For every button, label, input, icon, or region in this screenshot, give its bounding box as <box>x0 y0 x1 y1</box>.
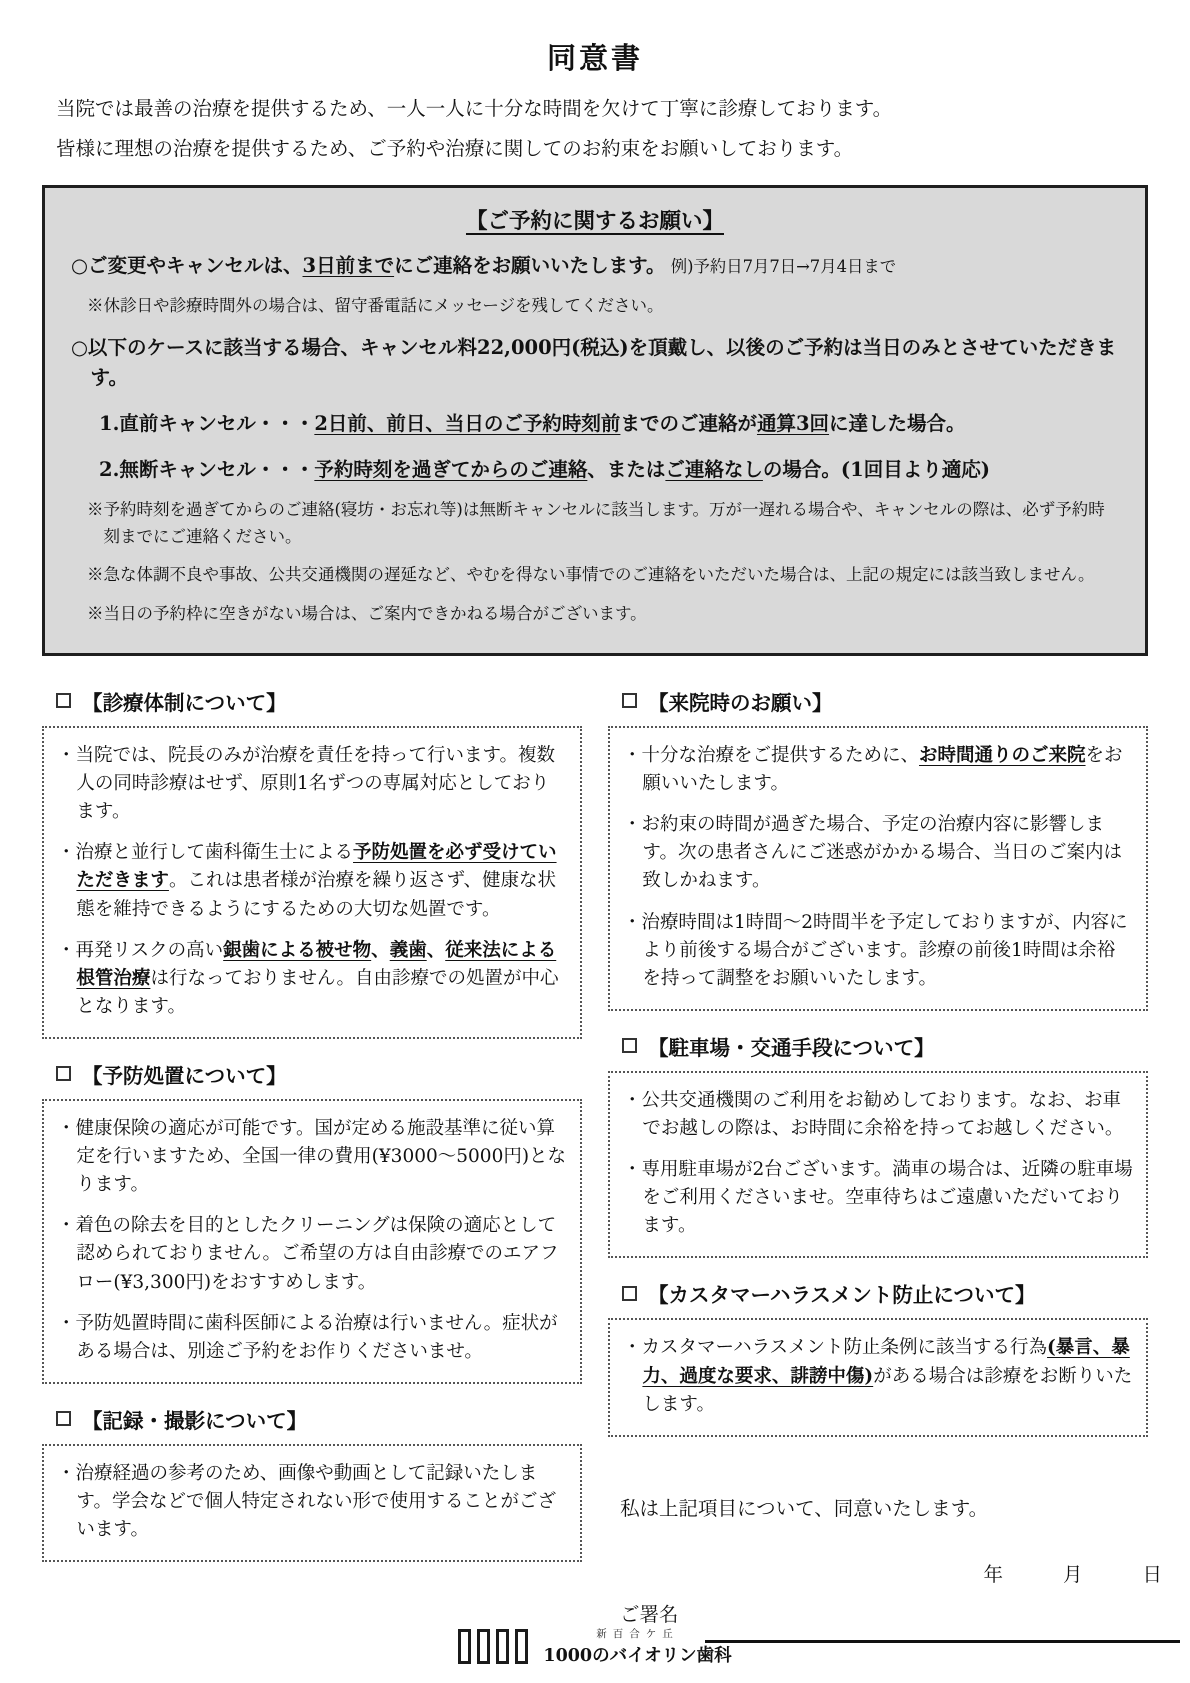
text-segment: 銀歯による被せ物 <box>223 939 372 961</box>
text-segment: 十分な治療をご提供するために、 <box>641 744 920 766</box>
reservation-box-item <box>87 497 1119 550</box>
clinic-footer <box>0 1626 1190 1667</box>
reservation-box-item <box>99 409 1119 439</box>
text-segment: ○以下のケースに該当する場合、キャンセル料22,000円(税込)を頂戴し、以後のご予約は当日のみとさせていただきます。 <box>71 335 1117 389</box>
right-column <box>608 678 1162 1643</box>
section-heading <box>622 1278 1148 1308</box>
bullet-marker: ・ <box>57 1215 76 1237</box>
bullet-marker: ・ <box>57 744 76 766</box>
bullet-item <box>57 937 567 1021</box>
section <box>42 1404 582 1562</box>
bullet-marker: ・ <box>623 1089 642 1111</box>
bullet-marker: ・ <box>57 1462 76 1484</box>
text-segment: までのご連絡が <box>620 411 757 435</box>
bullet-marker: ・ <box>623 911 642 933</box>
text-segment: 再発リスクの高い <box>75 939 224 961</box>
section-body <box>608 726 1148 1011</box>
bullet-marker: ・ <box>623 1337 642 1359</box>
section-title: 【記録・撮影について】 <box>82 1408 308 1433</box>
text-segment: ※予約時刻を過ぎてからのご連絡(寝坊・お忘れ等)は無断キャンセルに該当します。万が一遅れる場合や、キャンセルの際は、必ず予約時刻までにご連絡ください。 <box>87 500 1105 546</box>
text-segment: ※当日の予約枠に空きがない場合は、ご案内できかねる場合がございます。 <box>87 603 647 623</box>
section-body <box>42 1099 582 1384</box>
text-segment: は行なっておりません。自由診療での処置が中心となります。 <box>76 967 559 1017</box>
bullet-marker: ・ <box>623 744 642 766</box>
date-year-label: 年 <box>983 1562 1003 1586</box>
text-segment: 治療経過の参考のため、画像や動画として記録いたします。学会などで個人特定されない形で使用することがございます。 <box>75 1462 556 1541</box>
section-body <box>42 726 582 1039</box>
bullet-item <box>57 1460 567 1544</box>
section <box>608 686 1148 1011</box>
text-segment: 通算3回 <box>756 411 830 435</box>
text-segment: ご連絡なし <box>665 458 763 482</box>
bullet-item <box>57 1115 567 1199</box>
text-segment: 当院では、院長のみが治療を責任を持って行います。複数人の同時診療はせず、原則1名ずつの専属対応としております。 <box>75 744 556 823</box>
section <box>608 1278 1148 1436</box>
section-heading <box>56 686 582 716</box>
text-segment: 従来法による根管治療 <box>76 939 557 989</box>
text-segment: 治療と並行して歯科衛生士による <box>75 842 354 864</box>
consent-statement: 私は上記項目について、同意いたします。 <box>620 1496 989 1520</box>
text-segment: 3日前まで <box>302 253 395 277</box>
text-segment: 、 <box>426 939 446 961</box>
right-sections <box>608 686 1148 1437</box>
reservation-box-item <box>71 333 1119 393</box>
checkbox-icon[interactable] <box>56 1411 71 1426</box>
text-segment: (暴言、暴力、過度な要求、誹謗中傷) <box>642 1337 1130 1387</box>
text-segment: お時間通りのご来院 <box>919 744 1086 766</box>
reservation-box-heading <box>71 204 1119 235</box>
text-segment: 予防処置時間に歯科医師による治療は行いません。症状がある場合は、別途ご予約をお作りくださいませ。 <box>75 1312 558 1362</box>
section-heading <box>622 686 1148 716</box>
checkbox-icon[interactable] <box>622 693 637 708</box>
intro-text <box>42 89 1148 169</box>
text-segment: にご連絡をお願いいたします。 <box>394 253 666 277</box>
text-segment: ○ご変更やキャンセルは、 <box>71 253 303 277</box>
checkbox-icon[interactable] <box>622 1286 637 1301</box>
text-segment: 専用駐車場が2台ございます。満車の場合は、近隣の駐車場をご利用くださいませ。空車待ちはご遠慮いただいております。 <box>641 1159 1133 1237</box>
clinic-name-small: 新百合ケ丘 <box>596 1628 679 1640</box>
text-segment: 着色の除去を目的としたクリーニングは保険の適応として認められておりません。ご希望の方は自由診療でのエアフロー(¥3,300円)をおすすめします。 <box>75 1215 559 1293</box>
text-segment: をお願いいたします。 <box>642 744 1123 795</box>
text-segment: 予防処置を必ず受けていただきます <box>76 842 557 892</box>
checkbox-icon[interactable] <box>56 1066 71 1081</box>
signature-label: ご署名 <box>620 1602 679 1626</box>
reservation-box-item <box>87 562 1119 588</box>
section <box>42 686 582 1039</box>
section-heading <box>56 1404 582 1434</box>
text-segment: 治療時間は1時間～2時間半を予定しておりますが、内容により前後する場合がございます。診療の前後1時間は余裕を持って調整をお願いいたします。 <box>641 911 1128 989</box>
text-segment: に達した場合。 <box>829 411 966 435</box>
bullet-marker: ・ <box>57 1312 76 1334</box>
section-title: 【診療体制について】 <box>82 690 287 715</box>
bullet-marker: ・ <box>623 814 642 836</box>
text-segment: ※休診日や診療時間外の場合は、留守番電話にメッセージを残してください。 <box>87 296 664 316</box>
reservation-box-item <box>87 293 1119 319</box>
reservation-box-items <box>71 251 1119 627</box>
section-heading <box>56 1059 582 1089</box>
section-title: 【予防処置について】 <box>82 1063 287 1088</box>
bullet-item <box>623 909 1133 993</box>
text-segment: 。これは患者様が治療を繰り返さず、健康な状態を維持できるようにするための大切な処置です。 <box>76 870 556 920</box>
text-segment: お約束の時間が過ぎた場合、予定の治療内容に影響します。次の患者さんにご迷惑がかかる場合、当日のご案内は致しかねます。 <box>641 814 1122 892</box>
bullet-item <box>623 742 1133 798</box>
reservation-box-item <box>87 601 1119 627</box>
bullet-marker: ・ <box>57 1117 76 1139</box>
date-month-label: 月 <box>1062 1562 1083 1586</box>
text-segment: 1.直前キャンセル・・・ <box>99 411 315 435</box>
reservation-box-heading-text: 【ご予約に関するお願い】 <box>465 208 724 234</box>
text-segment: がある場合は診療をお断りいたします。 <box>642 1365 1133 1415</box>
section-body <box>608 1318 1148 1436</box>
bullet-item <box>57 742 567 826</box>
bullet-item <box>57 1310 567 1366</box>
text-segment: 2日前、前日、当日のご予約時刻前 <box>314 411 621 435</box>
text-segment: 公共交通機関のご利用をお勧めしております。なお、お車でお越しの際は、お時間に余裕を持ってお越しください。 <box>641 1089 1124 1139</box>
text-segment: 例)予約日7月7日→7月4日まで <box>665 256 897 276</box>
checkbox-icon[interactable] <box>622 1038 637 1053</box>
consent-block <box>608 1493 1162 1643</box>
left-column <box>42 678 582 1582</box>
bullet-item <box>623 1334 1133 1418</box>
text-segment: 、 <box>371 939 390 961</box>
intro-line-1: 当院では最善の治療を提供するため、一人一人に十分な時間を欠けて丁寧に診療しております。 <box>56 97 893 120</box>
bullet-item <box>57 1212 567 1296</box>
sections-columns <box>42 678 1162 1643</box>
checkbox-icon[interactable] <box>56 693 71 708</box>
text-segment: 、または <box>587 458 666 482</box>
text-segment: ※急な体調不良や事故、公共交通機関の遅延など、やむを得ない事情でのご連絡をいただいた場合は、上記の規定には該当致しません。 <box>87 565 1095 585</box>
bullet-item <box>623 1156 1133 1240</box>
section-title: 【カスタマーハラスメント防止について】 <box>648 1283 1036 1308</box>
text-segment: の場合。(1回目より適応) <box>762 458 990 482</box>
text-segment: 2.無断キャンセル・・・ <box>99 458 315 482</box>
date-line <box>620 1559 1162 1587</box>
bullet-item <box>623 811 1133 895</box>
text-segment: 予約時刻を過ぎてからのご連絡 <box>314 458 588 482</box>
text-segment: 義歯 <box>389 939 427 961</box>
reservation-notice-box <box>42 185 1148 656</box>
section-title: 【来院時のお願い】 <box>648 690 833 715</box>
section <box>608 1031 1148 1259</box>
bullet-marker: ・ <box>57 842 76 864</box>
reservation-box-item <box>99 455 1119 485</box>
bullet-item <box>57 839 567 923</box>
section <box>42 1059 582 1384</box>
text-segment: カスタマーハラスメント防止条例に該当する行為 <box>641 1337 1048 1359</box>
bullet-item <box>623 1087 1133 1143</box>
date-day-label: 日 <box>1142 1562 1162 1586</box>
page-title: 同意書 <box>546 41 643 75</box>
section-title: 【駐車場・交通手段について】 <box>648 1035 935 1060</box>
text-segment: 健康保険の適応が可能です。国が定める施設基準に従い算定を行いますため、全国一律の費用(¥3000～5000円)となります。 <box>75 1117 567 1196</box>
clinic-logo-text <box>543 1626 731 1667</box>
bullet-marker: ・ <box>57 939 76 961</box>
section-body <box>608 1071 1148 1259</box>
reservation-box-item <box>71 251 1119 281</box>
clinic-name: 1000のバイオリン歯科 <box>543 1646 732 1666</box>
bullet-marker: ・ <box>623 1159 642 1181</box>
section-heading <box>622 1031 1148 1061</box>
intro-line-2: 皆様に理想の治療を提供するため、ご予約や治療に関してのお約束をお願いしております。 <box>56 136 854 160</box>
violin-bars-icon <box>458 1629 528 1664</box>
section-body <box>42 1444 582 1562</box>
